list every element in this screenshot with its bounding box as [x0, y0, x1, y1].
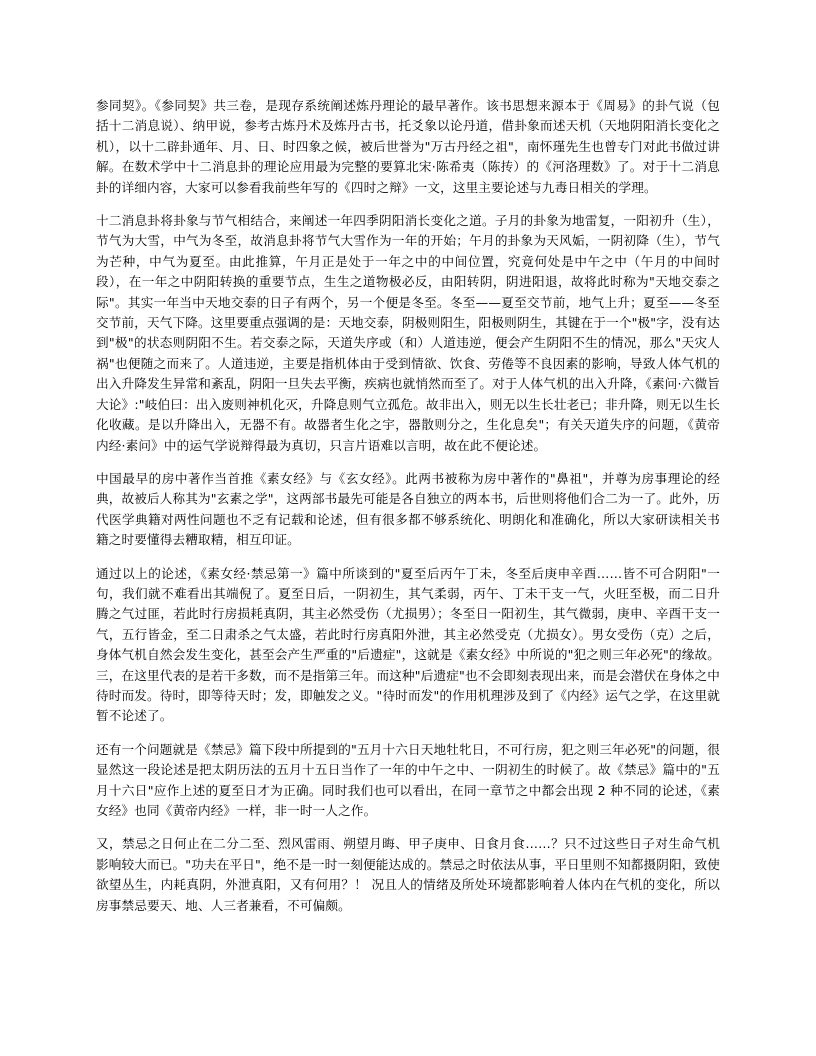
paragraph: 十二消息卦将卦象与节气相结合，来阐述一年四季阴阳消长变化之道。子月的卦象为地雷复，一阳初升（生），节气为大雪，中气为冬至，故消息卦将节气大雪作为一年的开始；午月的卦象为天风姤，一阴初降（生），节气为芒种，中气为夏至。由此推算，午月正是处于一年之中的中间位置，究竟何处是中午之中（午月的中间时段），在一年之中阴阳转换的重要节点，生生之道物极必反，由阳转阴，阴进阳退，故将此时称为"天地交泰之际"。其实一年当中天地交泰的日子有两个，另一个便是冬至。冬至——夏至交节前，地气上升；夏至——冬至交节前，天气下降。这里要重点强调的是：天地交泰，阴极则阳生，阳极则阴生，其键在于一个"极"字，没有达到"极"的状态则阴阳不生。若交泰之际，天道失序或（和）人道违逆，便会产生阴阳不生的情况，那么"天灾人祸"也便随之而来了。人道违逆，主要是指机体由于受到情欲、饮食、劳倦等不良因素的影响，导致人体气机的出入升降发生异常和紊乱，阴阳一旦失去平衡，疾病也就悄然而至了。对于人体气机的出入升降，《素问·六微旨大论》:"岐伯曰：出入废则神机化灭，升降息则气立孤危。故非出入，则无以生长壮老已；非升降，则无以生长化收藏。是以升降出入，无器不有。故器者生化之宇，器散则分之，生化息矣"；有关天道失序的问题，《黄帝内经·素问》中的运气学说辩得最为真切，只言片语难以言明，故在此不便论述。	[96, 213, 720, 453]
paragraph: 中国最早的房中著作当首推《素女经》与《玄女经》。此两书被称为房中著作的"鼻祖"，并尊为房事理论的经典，故被后人称其为"玄素之学"，这两部书最先可能是各自独立的两本书，后世则将他们合二为一了。此外，历代医学典籍对两性问题也不乏有记载和论述，但有很多都不够系统化、明朗化和准确化，所以大家研读相关书籍之时要懂得去糟取精，相互印证。	[96, 470, 720, 548]
paragraph: 参同契》。《参同契》共三卷，是现存系统阐述炼丹理论的最早著作。该书思想来源本于《周易》的卦气说（包括十二消息说）、纳甲说，参考古炼丹术及炼丹古书，托爻象以论丹道，借卦象而述天机（天地阴阳消长变化之机），以十二辟卦通年、月、日、时四象之候，被后世誉为"万古丹经之祖"，南怀瑾先生也曾专门对此书做过讲解。在数术学中十二消息卦的理论应用最为完整的要算北宋·陈希夷（陈抟）的《河洛理数》了。对于十二消息卦的详细内容，大家可以参看我前些年写的《四时之辩》一文，这里主要论述与九毒日相关的学理。	[96, 98, 720, 195]
paragraph: 又，禁忌之日何止在二分二至、烈风雷雨、朔望月晦、甲子庚申、日食月食……？只不过这些日子对生命气机影响较大而已。"功夫在平日"，绝不是一时一刻便能达成的。禁忌之时依法从事，平日里则不知都摄阴阳，致使欲望丛生，内耗真阴，外泄真阳，又有何用？！ 况且人的情绪及所处环境都影响着人体内在气机的变化，所以房事禁忌要天、地、人三者兼看，不可偏颇。	[96, 836, 720, 913]
paragraph: 还有一个问题就是《禁忌》篇下段中所提到的"五月十六日天地牡牝日，不可行房，犯之则三年必死"的问题，很显然这一段论述是把太阴历法的五月十五日当作了一年的中午之中、一阴初生的时候了。故《禁忌》篇中的"五月十六日"应作上述的夏至日才为正确。同时我们也可以看出，在同一章节之中都会出现 2 种不同的论述，《素女经》也同《黄帝内经》一样，非一时一人之作。	[96, 741, 720, 818]
document-body	[96, 96, 720, 916]
paragraph: 通过以上的论述，《素女经·禁忌第一》篇中所谈到的"夏至后丙午丁未，冬至后庚申辛酉……皆不可合阴阳"一句，我们就不难看出其端倪了。夏至日后，一阴初生，其气柔弱，丙午、丁未干支一气，火旺至极，而二日升腾之气过匪，若此时行房损耗真阴，其主必然受伤（尤损男）；冬至日一阳初生，其气微弱，庚申、辛酉干支一气，五行皆金，至二日肃杀之气太盛，若此时行房真阳外泄，其主必然受克（尤损女）。男女受伤（克）之后，身体气机自然会发生变化，甚至会产生严重的"后遗症"，这就是《素女经》中所说的"犯之则三年必死"的缘故。三，在这里代表的是若干多数，而不是指第三年。而这种"后遗症"也不会即刻表现出来，而是会潜伏在身体之中待时而发。待时，即等待天时；发，即触发之义。"待时而发"的作用机理涉及到了《内经》运气之学，在这里就暂不论述了。	[96, 565, 720, 724]
